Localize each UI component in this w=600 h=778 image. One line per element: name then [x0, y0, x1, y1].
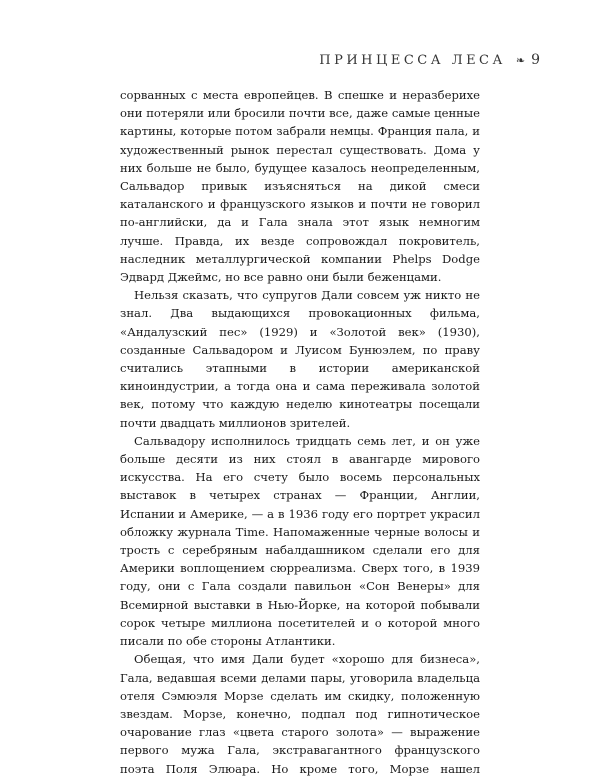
paragraph-1: сорванных с места европейцев. В спешке и неразберихе они потеряли или бросили почти все, даже самые ценные картины, которые потом забрали немцы. Франция пала, и художественный рынок перестал существовать. Дома у них больше не было, будущее казалось неопределенным, Сальвадор привык изъясняться на дикой смеси каталанского и французского языков и почти не говорил по-английски, да и Гала знала этот язык немногим лучше. Правда, их везде сопровождал покровитель, наследник металлургической компании Phelps Dodge Эдвард Джеймс, но все равно они были беженцами. [120, 88, 480, 285]
body-text [120, 86, 480, 778]
paragraph-4: Обещая, что имя Дали будет «хорошо для бизнеса», Гала, ведавшая всеми делами пары, уговорила владельца отеля Сэмюэля Морзе сделать им скидку, положенную звездам. Морзе, конечно, подпал под гипнотическое очарование глаз «цвета старого золота» — выражение первого мужа Гала, экстравагантного французского поэта Поля Элюара. Но кроме того, Морзе нашел [120, 652, 480, 776]
running-header [319, 52, 540, 68]
running-title: ПРИНЦЕССА ЛЕСА [319, 52, 506, 68]
fleuron-icon: ❧ [515, 53, 526, 67]
paragraph-2: Нельзя сказать, что супругов Дали совсем уж никто не знал. Два выдающихся провокационных фильма, «Андалузский пес» (1929) и «Золотой век» (1930), созданные Сальвадором и Луисом Бунюэлем, по праву считались этапными в истории американской киноиндустрии, а тогда она и сама переживала золотой век, потому что каждую неделю кинотеатры посещали почти двадцать миллионов зрителей. [120, 288, 480, 430]
page-number: 9 [531, 52, 540, 68]
paragraph-3: Сальвадору исполнилось тридцать семь лет, и он уже больше десяти из них стоял в авангарде мирового искусства. На его счету было восемь персональных выставок в четырех странах — Франции, Англии, Испании и Америке, — а в 1936 году его портрет украсил обложку журнала Time. Напомаженные черные волосы и трость с серебряным набалдашником сделали его для Америки воплощением сюрреализма. Сверх того, в 1939 году, они с Гала создали павильон «Сон Венеры» для Всемирной выставки в Нью-Йорке, на которой побывали сорок четыре миллиона посетителей и о которой много писали по обе стороны Атлантики. [120, 433, 480, 649]
